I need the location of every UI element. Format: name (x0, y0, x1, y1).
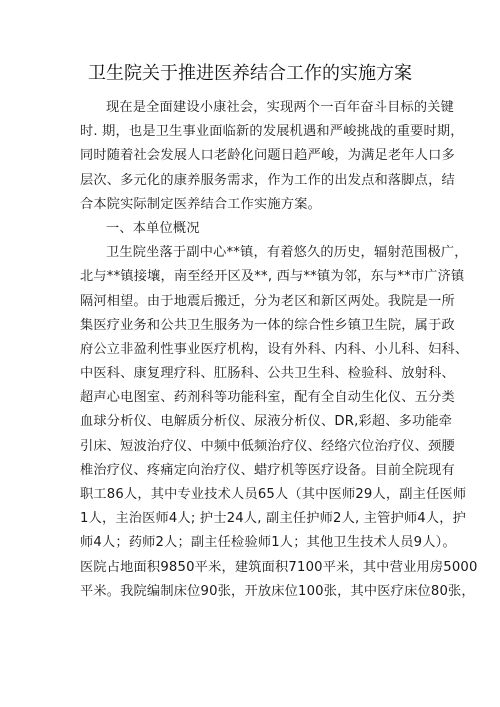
body-text-line: 现在是全面建设小康社会，实现两个一百年奋斗目标的关键 (106, 100, 455, 115)
body-text-line: 椎治疗仪、疼痛定向治疗仪、蜡疗机等医疗设备。目前全院现有 (80, 462, 455, 478)
body-text-line: 同时随着社会发展人口老龄化问题日趋严峻，为满足老年人口多 (80, 148, 455, 164)
body-text-line: 中医科、康复理疗科、肛肠科、公共卫生科、检验科、放射科、 (80, 366, 455, 382)
body-text-line: 医院占地面积9850平米，建筑面积7100平米，其中营业用房5000 (80, 559, 478, 575)
body-text-line: 合本院实际制定医养结合工作实施方案。 (80, 196, 321, 212)
document-title: 卫生院关于推进医养结合工作的实施方案 (88, 63, 412, 84)
body-text-line: 引床、短波治疗仪、中频中低频治疗仪、经络穴位治疗仪、颈腰 (80, 438, 455, 454)
body-text-line: 时. 期，也是卫生事业面临新的发展机遇和严峻挑战的重要时期， (80, 124, 464, 140)
body-text-line: 北与**镇接壤，南至经开区及**, 西与**镇为邻，东与**市广济镇 (80, 269, 465, 285)
body-text-line: 超声心电图室、药剂科等功能科室，配有全自动生化仪、五分类 (80, 390, 455, 406)
body-text-line: 职工86人，其中专业技术人员65人（其中医师29人，副主任医师 (80, 487, 467, 502)
body-text-line: 平米。我院编制床位90张，开放床位100张，其中医疗床位80张， (80, 583, 475, 599)
body-text-line: 血球分析仪、电解质分析仪、尿液分析仪、DR,彩超、多功能牵 (80, 414, 453, 430)
body-text-line: 府公立非盈利性事业医疗机构，设有外科、内科、小儿科、妇科、 (80, 341, 469, 357)
body-text-line: 一、本单位概况 (106, 220, 200, 236)
document-body (80, 96, 478, 604)
body-text-line: 1人，主治医师4人; 护士24人, 副主任护师2人, 主管护师4人，护 (80, 511, 467, 527)
body-text-line: 隔河相望。由于地震后搬迁，分为老区和新区两处。我院是一所 (80, 293, 455, 309)
body-text-line: 层次、多元化的康养服务需求，作为工作的出发点和落脚点，结 (80, 172, 455, 188)
body-text-line: 集医疗业务和公共卫生服务为一体的综合性乡镇卫生院，属于政 (80, 317, 455, 333)
body-text-line: 师4人；药师2人；副主任检验师1人；其他卫生技术人员9人）。 (80, 535, 456, 551)
body-text-line: 卫生院坐落于副中心**镇，有着悠久的历史，辐射范围极广， (106, 245, 468, 261)
